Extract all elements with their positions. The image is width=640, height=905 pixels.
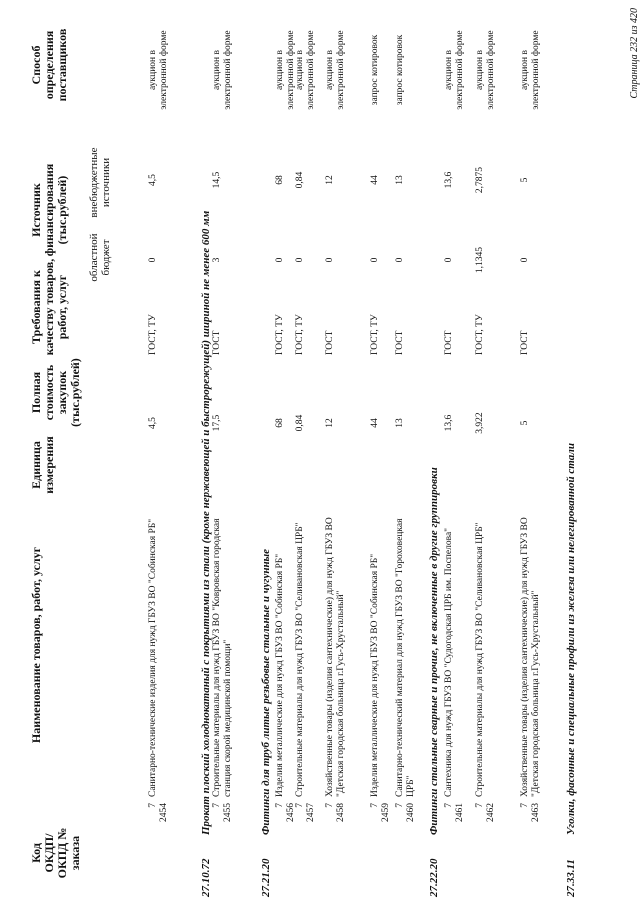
- total-cost: 17,5: [212, 414, 222, 432]
- item-name: Хозяйственные товары (изделия сантехнические) для нужд ГБУЗ ВО "Детская городская больница г.Гусь-Хрустальный": [520, 517, 541, 797]
- total-cost: 44: [370, 418, 380, 428]
- funding-extra-budget: 13,6: [444, 171, 454, 189]
- procurement-method: аукцион в электронной форме: [212, 30, 233, 110]
- group-code: 27.22.20: [428, 858, 440, 897]
- item-name: Строительные материалы для нужд ГБУЗ ВО "Ковровская городская станция скорой медицинской помощи": [212, 518, 233, 797]
- quality-requirements: ГОСТ: [212, 330, 222, 355]
- order-number: 7 2457: [295, 803, 316, 822]
- header-code: Код ОКДП/ ОКПД № заказа: [29, 827, 82, 879]
- group-code: 27.21.20: [260, 858, 272, 897]
- procurement-method: аукцион в электронной форме: [520, 30, 541, 110]
- order-number: 7 2461: [444, 803, 465, 822]
- total-cost: 13,6: [444, 414, 454, 432]
- procurement-method: аукцион в электронной форме: [275, 30, 296, 110]
- total-cost: 68: [275, 418, 285, 428]
- header-funding-extra: внебюджетные источники: [88, 147, 112, 218]
- quality-requirements: ГОСТ, ТУ: [475, 314, 485, 355]
- quality-requirements: ГОСТ: [395, 330, 405, 355]
- funding-regional: 0: [520, 257, 530, 263]
- funding-regional: 0: [370, 257, 380, 263]
- funding-extra-budget: 5: [520, 177, 530, 183]
- header-requirements: Требования к качеству товаров, работ, услуг: [29, 258, 69, 356]
- funding-extra-budget: 2,7875: [475, 166, 485, 194]
- funding-extra-budget: 12: [325, 175, 335, 185]
- header-funding: Источник финансирования (тыс.рублей): [29, 163, 69, 257]
- quality-requirements: ГОСТ, ТУ: [148, 314, 158, 355]
- header-name: Наименование товаров, работ, услуг: [29, 546, 43, 744]
- group-name: Фитинги для труб литые резьбовые стальные и чугунные: [260, 548, 272, 835]
- funding-extra-budget: 0,84: [295, 171, 305, 189]
- item-name: Санитарно-технический материал для нужд ГБУЗ ВО "Гороховецкая ЦРБ": [395, 518, 416, 797]
- page-number: Страница 232 из 420: [629, 8, 640, 99]
- funding-regional: 3: [212, 257, 222, 263]
- quality-requirements: ГОСТ: [520, 330, 530, 355]
- group-code: 27.33.11: [565, 859, 577, 897]
- procurement-method: аукцион в электронной форме: [475, 30, 496, 110]
- total-cost: 12: [325, 418, 335, 428]
- total-cost: 5: [520, 420, 530, 426]
- procurement-method: запрос котировок: [370, 34, 380, 106]
- order-number: 7 2455: [212, 803, 233, 822]
- group-name: Уголки, фасонные и специальные профили из железа или нелегированной стали: [565, 442, 577, 835]
- funding-regional: 1,1345: [475, 246, 485, 274]
- funding-regional: 0: [395, 257, 405, 263]
- funding-extra-budget: 44: [370, 175, 380, 185]
- item-name: Сантехника для нужд ГБУЗ ВО "Судогодская ЦРБ им. Поспелова": [444, 527, 454, 797]
- order-number: 7 2456: [275, 803, 296, 822]
- item-name: Санитарно-технические изделия для нужд ГБУЗ ВО "Собинская РБ": [148, 518, 158, 797]
- funding-extra-budget: 68: [275, 175, 285, 185]
- procurement-method: аукцион в электронной форме: [295, 30, 316, 110]
- group-heading: [200, 7, 212, 897]
- group-name: Фитинги стальные сварные и прочие, не включенные в другие группировки: [428, 467, 440, 835]
- item-name: Изделия металлические для нужд ГБУЗ ВО "Собинская РБ": [275, 553, 285, 797]
- funding-extra-budget: 13: [395, 175, 405, 185]
- header-cost: Полная стоимость закупок (тыс.рублей): [29, 358, 82, 427]
- group-heading: [565, 7, 577, 897]
- funding-extra-budget: 4,5: [148, 174, 158, 186]
- quality-requirements: ГОСТ, ТУ: [275, 314, 285, 355]
- group-name: Прокат плоский холоднокатаный с покрытиями из стали (кроме нержавеющей и быстрорежущей) шириной не менее 600 мм: [200, 210, 212, 835]
- group-code: 27.10.72: [200, 858, 212, 897]
- item-name: Строительные материалы для нужд ГБУЗ ВО "Селивановская ЦРБ": [475, 522, 485, 797]
- total-cost: 3,922: [475, 412, 485, 434]
- header-unit: Единица измерения: [29, 436, 56, 494]
- funding-regional: 0: [148, 257, 158, 263]
- funding-regional: 0: [444, 257, 454, 263]
- order-number: 7 2460: [395, 803, 416, 822]
- procurement-method: аукцион в электронной форме: [444, 30, 465, 110]
- procurement-method: аукцион в электронной форме: [148, 30, 169, 110]
- procurement-method: аукцион в электронной форме: [325, 30, 346, 110]
- quality-requirements: ГОСТ, ТУ: [370, 314, 380, 355]
- quality-requirements: ГОСТ: [325, 330, 335, 355]
- funding-regional: 0: [295, 257, 305, 263]
- procurement-method: запрос котировок: [395, 34, 405, 106]
- funding-extra-budget: 14,5: [212, 171, 222, 189]
- item-name: Строительные материалы для нужд ГБУЗ ВО "Селивановская ЦРБ": [295, 522, 305, 797]
- item-name: Изделия металлические для нужд ГБУЗ ВО "Собинская РБ": [370, 553, 380, 797]
- funding-regional: 0: [325, 257, 335, 263]
- quality-requirements: ГОСТ, ТУ: [295, 314, 305, 355]
- total-cost: 13: [395, 418, 405, 428]
- group-heading: [260, 7, 272, 897]
- order-number: 7 2462: [475, 803, 496, 822]
- item-name: Хозяйственные товары (изделия сантехнические) для нужд ГБУЗ ВО "Детская городская больница г.Гусь-Хрустальный": [325, 517, 346, 797]
- header-funding-regional: областной бюджет: [88, 233, 112, 282]
- total-cost: 4,5: [148, 417, 158, 429]
- order-number: 7 2458: [325, 803, 346, 822]
- order-number: 7 2454: [148, 803, 169, 822]
- order-number: 7 2463: [520, 803, 541, 822]
- quality-requirements: ГОСТ: [444, 330, 454, 355]
- total-cost: 0,84: [295, 414, 305, 432]
- order-number: 7 2459: [370, 803, 391, 822]
- funding-regional: 0: [275, 257, 285, 263]
- group-heading: [428, 7, 440, 897]
- header-method: Способ определения поставщиков: [29, 28, 69, 102]
